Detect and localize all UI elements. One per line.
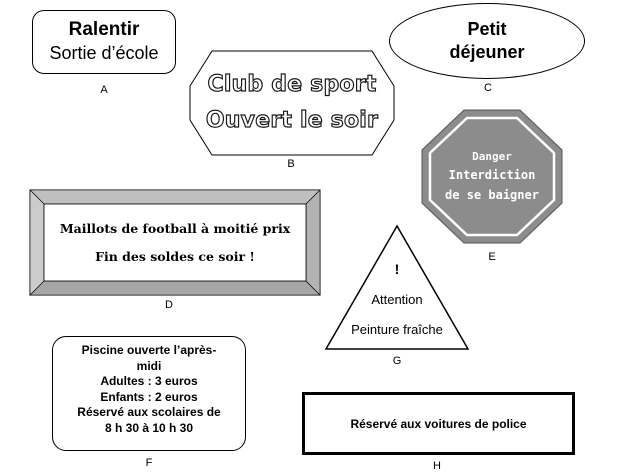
sign-a-letter: A [100, 84, 108, 96]
sign-f-line5: Réservé aux scolaires de [77, 405, 221, 419]
sign-f-line1: Piscine ouverte l’après- [81, 343, 217, 357]
sign-b-line1: Club de sport [207, 72, 377, 97]
sign-e-letter: E [488, 251, 496, 263]
sign-d-line2: Fin des soldes ce soir ! [95, 248, 255, 264]
sign-b-line2: Ouvert le soir [205, 108, 379, 133]
sign-f-letter: F [145, 457, 153, 469]
sign-f-line6: 8 h 30 à 10 h 30 [104, 420, 194, 435]
sign-f-line3: Adultes : 3 euros [100, 374, 198, 388]
sign-c-ellipse [389, 3, 585, 79]
sign-a-line1: Ralentir [68, 19, 140, 40]
sign-h-line1: Réservé aux voitures de police [350, 416, 527, 431]
sign-e-text [422, 110, 562, 243]
sign-g-text [326, 225, 468, 349]
sign-g-line1: ! [394, 261, 400, 277]
sign-b-letter: B [287, 158, 295, 170]
sign-h-letter: H [433, 460, 441, 472]
sign-c-line1: Petit [467, 19, 507, 39]
sign-f-line4: Enfants : 2 euros [100, 389, 198, 404]
sign-d-line1: Maillots de football à moitié prix [59, 220, 291, 236]
sign-g-line3: Peinture fraîche [351, 322, 443, 337]
sign-f-rounded-rectangle [52, 336, 246, 451]
sign-h-rectangle [302, 392, 575, 455]
sign-a-line2: Sortie d’école [49, 43, 159, 63]
sign-c-letter: C [484, 82, 492, 94]
sign-e-line1: Danger [472, 149, 512, 163]
sign-g-line2: Attention [371, 292, 423, 307]
sign-f-line2: midi [136, 358, 162, 373]
sign-g-letter: G [392, 355, 402, 367]
sign-c-line2: déjeuner [449, 42, 525, 62]
sign-d-text [30, 190, 320, 295]
sign-e-line3: de se baigner [445, 187, 539, 202]
sign-b-text [190, 51, 394, 155]
sign-d-letter: D [165, 299, 173, 311]
sign-e-line2: Interdiction [448, 167, 536, 182]
